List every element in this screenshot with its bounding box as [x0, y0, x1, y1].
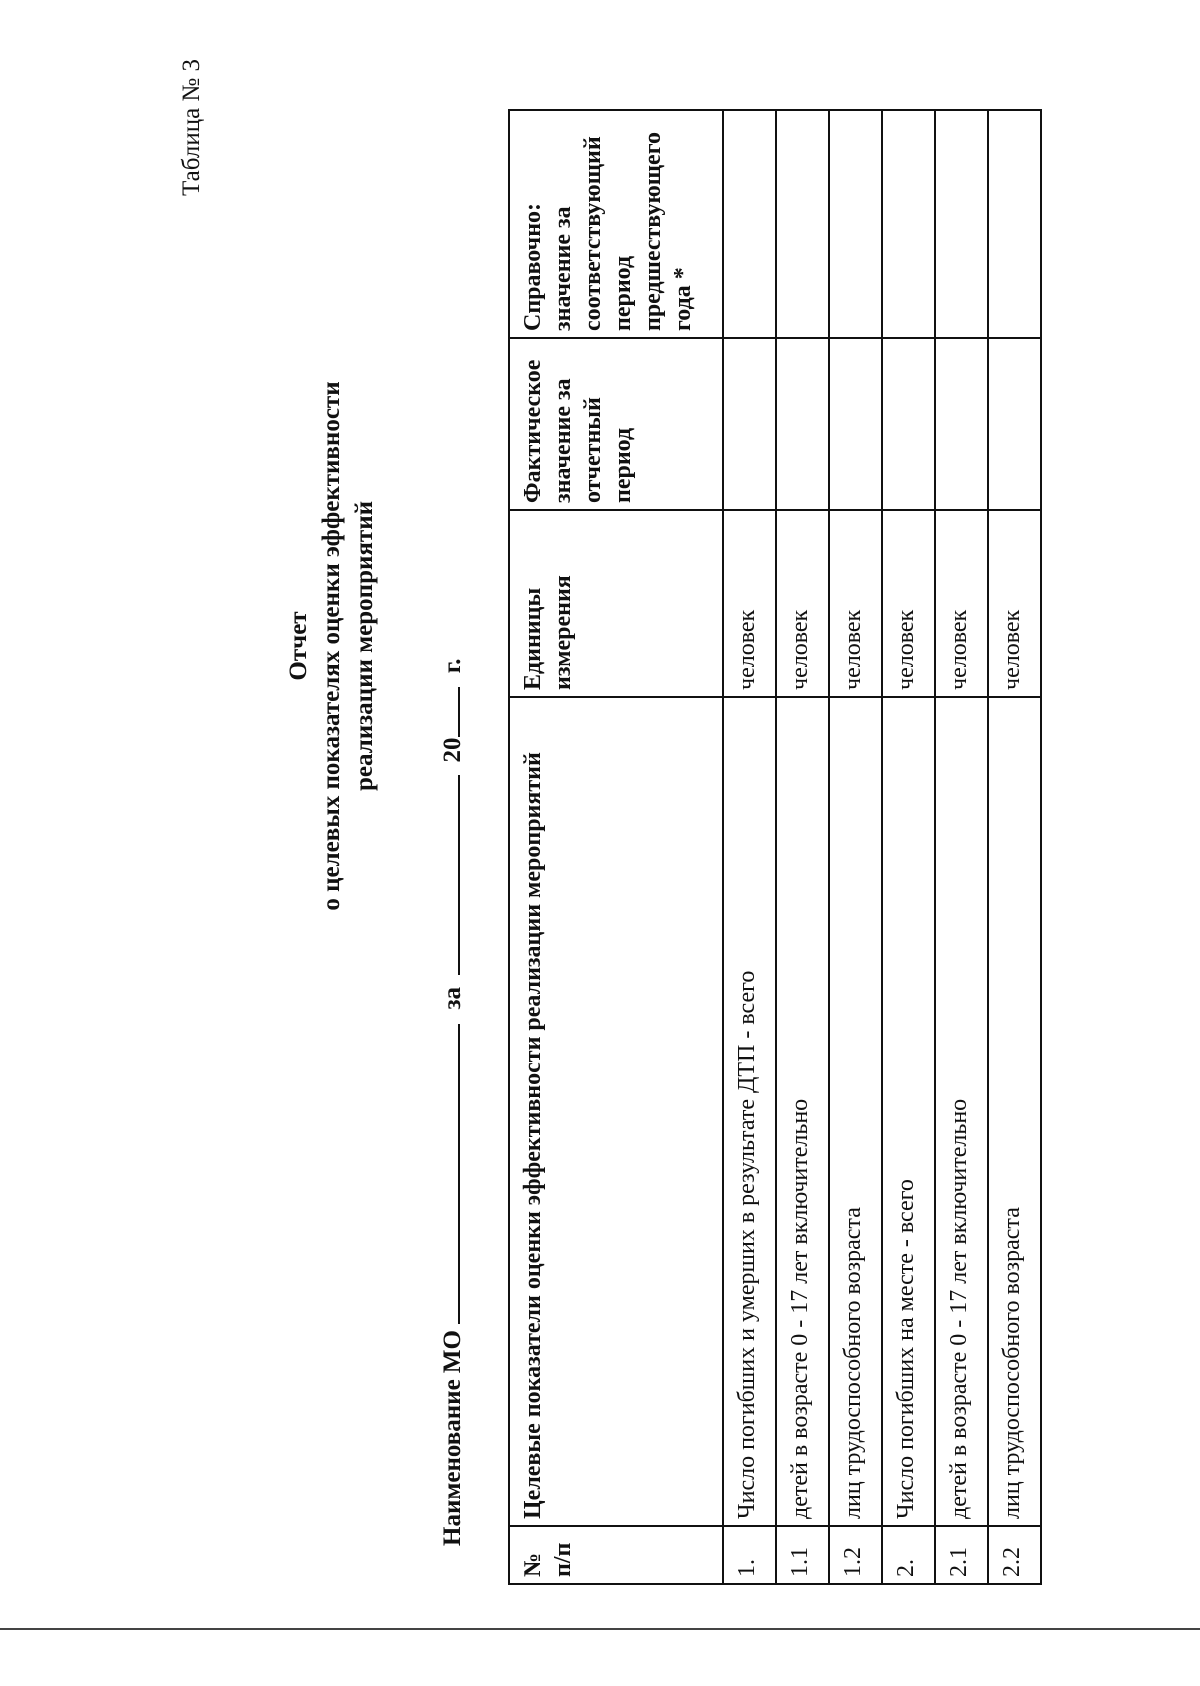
row-actual-value	[829, 338, 882, 510]
indicators-table	[508, 109, 1042, 1585]
header-number: № п/п	[509, 1526, 723, 1584]
row-indicator: детей в возрасте 0 - 17 лет включительно	[935, 697, 988, 1526]
row-reference-value	[882, 110, 935, 338]
row-indicator: лиц трудоспособного возраста	[988, 697, 1041, 1526]
row-actual-value	[882, 338, 935, 510]
table-number-label: Таблица № 3	[178, 58, 205, 196]
row-unit: человек	[935, 510, 988, 697]
row-indicator: Число погибших и умерших в результате ДТП - всего	[723, 697, 776, 1526]
row-indicator: детей в возрасте 0 - 17 лет включительно	[776, 697, 829, 1526]
report-title	[282, 346, 381, 946]
mo-name-blank	[436, 1024, 460, 1324]
scan-edge-line	[0, 1628, 1200, 1630]
row-unit: человек	[882, 510, 935, 697]
header-reference: Справочно: значение за соответствующий период предшествующего года *	[509, 110, 723, 338]
period-label: за	[439, 986, 466, 1010]
table-row	[776, 110, 829, 1584]
mo-form-line	[436, 658, 467, 1546]
year-suffix: г.	[439, 658, 466, 674]
year-prefix: 20	[439, 737, 466, 763]
row-actual-value	[935, 338, 988, 510]
row-unit: человек	[723, 510, 776, 697]
row-unit: человек	[829, 510, 882, 697]
row-number: 2.2	[988, 1526, 1041, 1584]
row-indicator: лиц трудоспособного возраста	[829, 697, 882, 1526]
table-row	[723, 110, 776, 1584]
row-reference-value	[935, 110, 988, 338]
header-actual: Фактическое значение за отчетный период	[509, 338, 723, 510]
table-header-row	[509, 110, 723, 1584]
row-number: 2.1	[935, 1526, 988, 1584]
title-line-3: реализации мероприятий	[351, 501, 378, 792]
title-line-2: о целевых показателях оценки эффективности	[318, 381, 345, 911]
row-unit: человек	[776, 510, 829, 697]
row-reference-value	[829, 110, 882, 338]
header-indicator: Целевые показатели оценки эффективности реализации мероприятий	[509, 697, 723, 1526]
row-actual-value	[988, 338, 1041, 510]
row-number: 2.	[882, 1526, 935, 1584]
table-row	[988, 110, 1041, 1584]
row-number: 1.	[723, 1526, 776, 1584]
row-unit: человек	[988, 510, 1041, 697]
table-row	[829, 110, 882, 1584]
header-unit: Единицы измерения	[509, 510, 723, 697]
row-actual-value	[723, 338, 776, 510]
table-row	[882, 110, 935, 1584]
row-indicator: Число погибших на месте - всего	[882, 697, 935, 1526]
row-number: 1.1	[776, 1526, 829, 1584]
row-reference-value	[723, 110, 776, 338]
title-line-1: Отчет	[285, 611, 312, 681]
row-reference-value	[776, 110, 829, 338]
mo-name-label: Наименование МО	[439, 1330, 466, 1546]
period-blank	[436, 775, 460, 975]
row-number: 1.2	[829, 1526, 882, 1584]
year-blank	[436, 687, 460, 737]
table-row	[935, 110, 988, 1584]
row-actual-value	[776, 338, 829, 510]
row-reference-value	[988, 110, 1041, 338]
